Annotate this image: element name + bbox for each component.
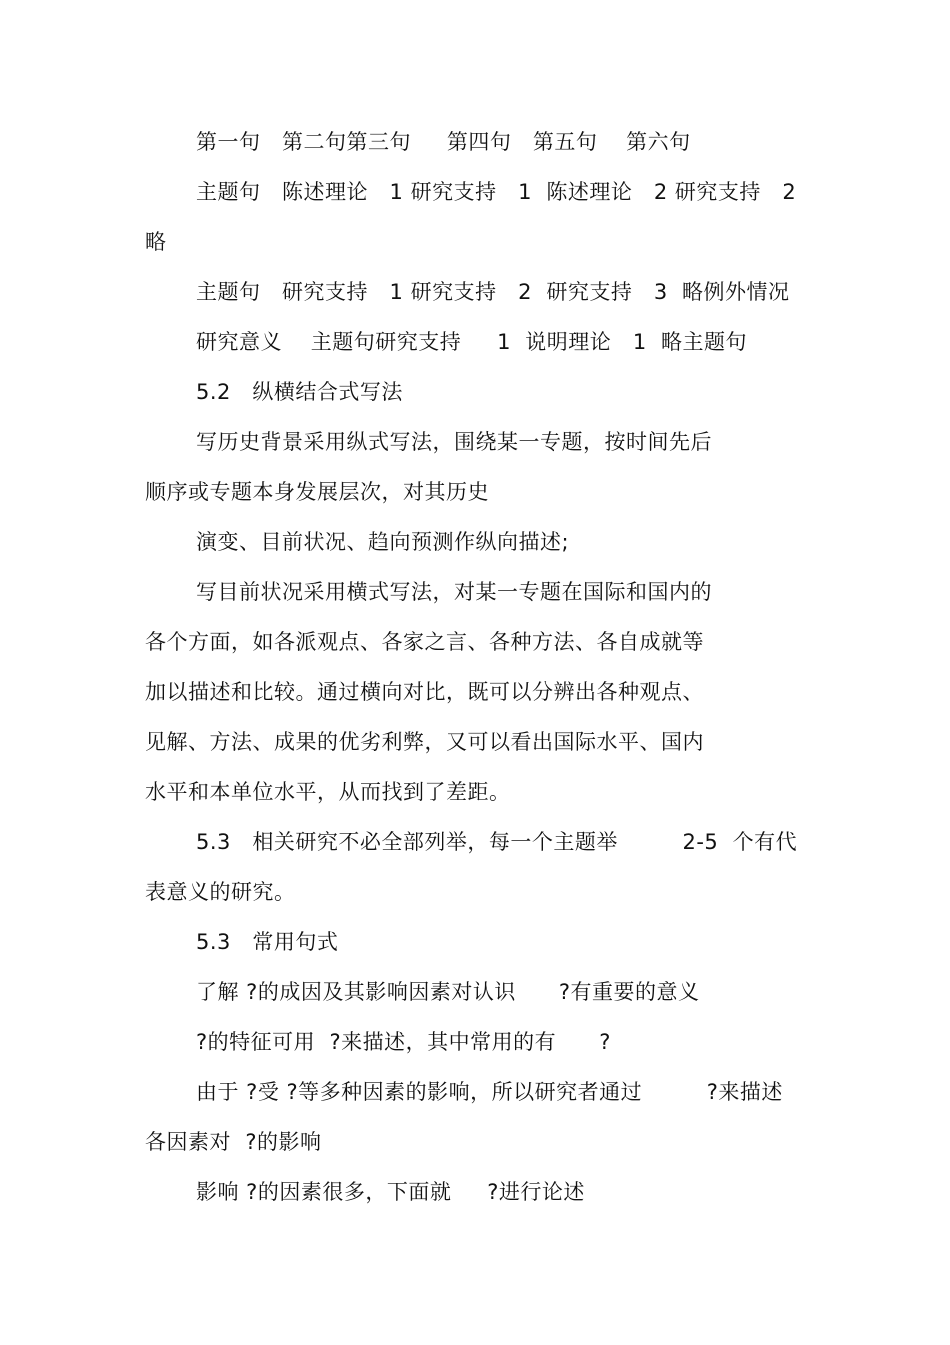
paragraph-text: 表意义的研究。 xyxy=(145,880,296,904)
paragraph-text: 各个方面，如各派观点、各家之言、各种方法、各自成就等 xyxy=(145,630,704,654)
paragraph-text: 写目前状况采用横式写法，对某一专题在国际和国内的 xyxy=(196,580,712,604)
section-heading-5-2: 5.2 纵横结合式写法 xyxy=(196,380,403,404)
sentence-pattern: 了解 ?的成因及其影响因素对认识 ?有重要的意义 xyxy=(196,980,700,1004)
paragraph-text: 写历史背景采用纵式写法，围绕某一专题，按时间先后 xyxy=(196,430,712,454)
section-heading-5-3-related: 5.3 相关研究不必全部列举，每一个主题举 2-5 个有代 xyxy=(196,830,798,854)
sentence-order-header: 第一句 第二句第三句 第四句 第五句 第六句 xyxy=(196,130,691,154)
sentence-pattern: 由于 ?受 ?等多种因素的影响，所以研究者通过 ?来描述 xyxy=(196,1080,783,1104)
paragraph-structure-line-1: 主题句 陈述理论 1 研究支持 1 陈述理论 2 研究支持 2 xyxy=(196,180,797,204)
sentence-pattern: 影响 ?的因素很多，下面就 ?进行论述 xyxy=(196,1180,585,1204)
sentence-pattern-cont: 各因素对 ?的影响 xyxy=(145,1130,322,1154)
paragraph-text: 见解、方法、成果的优劣利弊，又可以看出国际水平、国内 xyxy=(145,730,704,754)
paragraph-text: 顺序或专题本身发展层次，对其历史 xyxy=(145,480,489,504)
sentence-pattern: ?的特征可用 ?来描述，其中常用的有 ? xyxy=(196,1030,611,1054)
paragraph-text: 加以描述和比较。通过横向对比，既可以分辨出各种观点、 xyxy=(145,680,704,704)
paragraph-text: 演变、目前状况、趋向预测作纵向描述; xyxy=(196,530,570,554)
paragraph-structure-line-3: 研究意义 主题句研究支持 1 说明理论 1 略主题句 xyxy=(196,330,748,354)
paragraph-text: 水平和本单位水平，从而找到了差距。 xyxy=(145,780,511,804)
paragraph-structure-line-1-cont: 略 xyxy=(145,230,167,254)
section-heading-5-3-phrases: 5.3 常用句式 xyxy=(196,930,339,954)
paragraph-structure-line-2: 主题句 研究支持 1 研究支持 2 研究支持 3 略例外情况 xyxy=(196,280,790,304)
